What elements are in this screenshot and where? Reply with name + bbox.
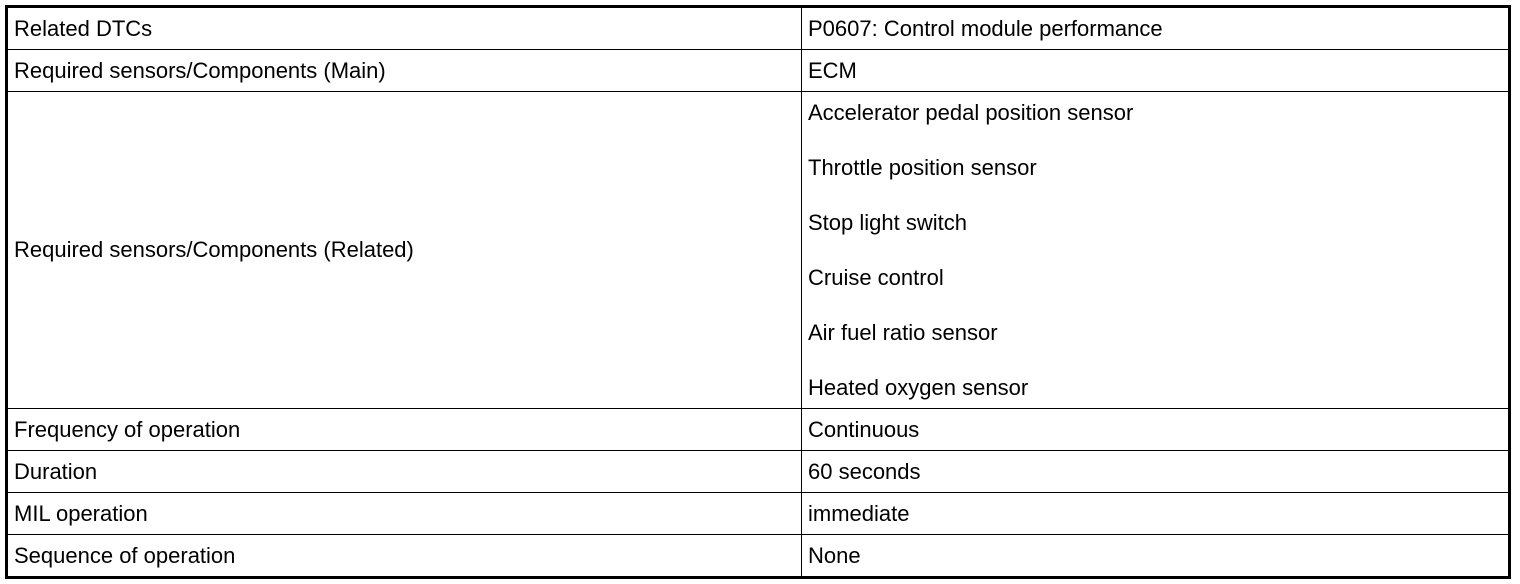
row-value: immediate bbox=[802, 493, 1510, 535]
row-value: ECM bbox=[802, 50, 1510, 92]
row-label: Required sensors/Components (Related) bbox=[7, 92, 802, 409]
table-row bbox=[7, 50, 1510, 92]
table-row bbox=[7, 493, 1510, 535]
row-value: P0607: Control module performance bbox=[802, 7, 1510, 50]
row-value: None bbox=[802, 535, 1510, 578]
list-item: Cruise control bbox=[808, 265, 944, 290]
row-label: Duration bbox=[7, 451, 802, 493]
list-item: Heated oxygen sensor bbox=[808, 375, 1029, 400]
row-label: Frequency of operation bbox=[7, 409, 802, 451]
row-value-list-cell bbox=[802, 92, 1510, 409]
table-row bbox=[7, 409, 1510, 451]
list-item: Air fuel ratio sensor bbox=[808, 320, 998, 345]
spec-table bbox=[5, 5, 1511, 579]
row-label: Related DTCs bbox=[7, 7, 802, 50]
table-row bbox=[7, 7, 1510, 50]
table-row bbox=[7, 451, 1510, 493]
row-value: Continuous bbox=[802, 409, 1510, 451]
row-value: 60 seconds bbox=[802, 451, 1510, 493]
row-label: Sequence of operation bbox=[7, 535, 802, 578]
table-row bbox=[7, 92, 1510, 409]
list-item: Throttle position sensor bbox=[808, 155, 1037, 180]
list-item: Stop light switch bbox=[808, 210, 967, 235]
row-label: MIL operation bbox=[7, 493, 802, 535]
list-item: Accelerator pedal position sensor bbox=[808, 100, 1134, 125]
table-row bbox=[7, 535, 1510, 578]
related-components-list bbox=[808, 92, 1502, 408]
row-label: Required sensors/Components (Main) bbox=[7, 50, 802, 92]
